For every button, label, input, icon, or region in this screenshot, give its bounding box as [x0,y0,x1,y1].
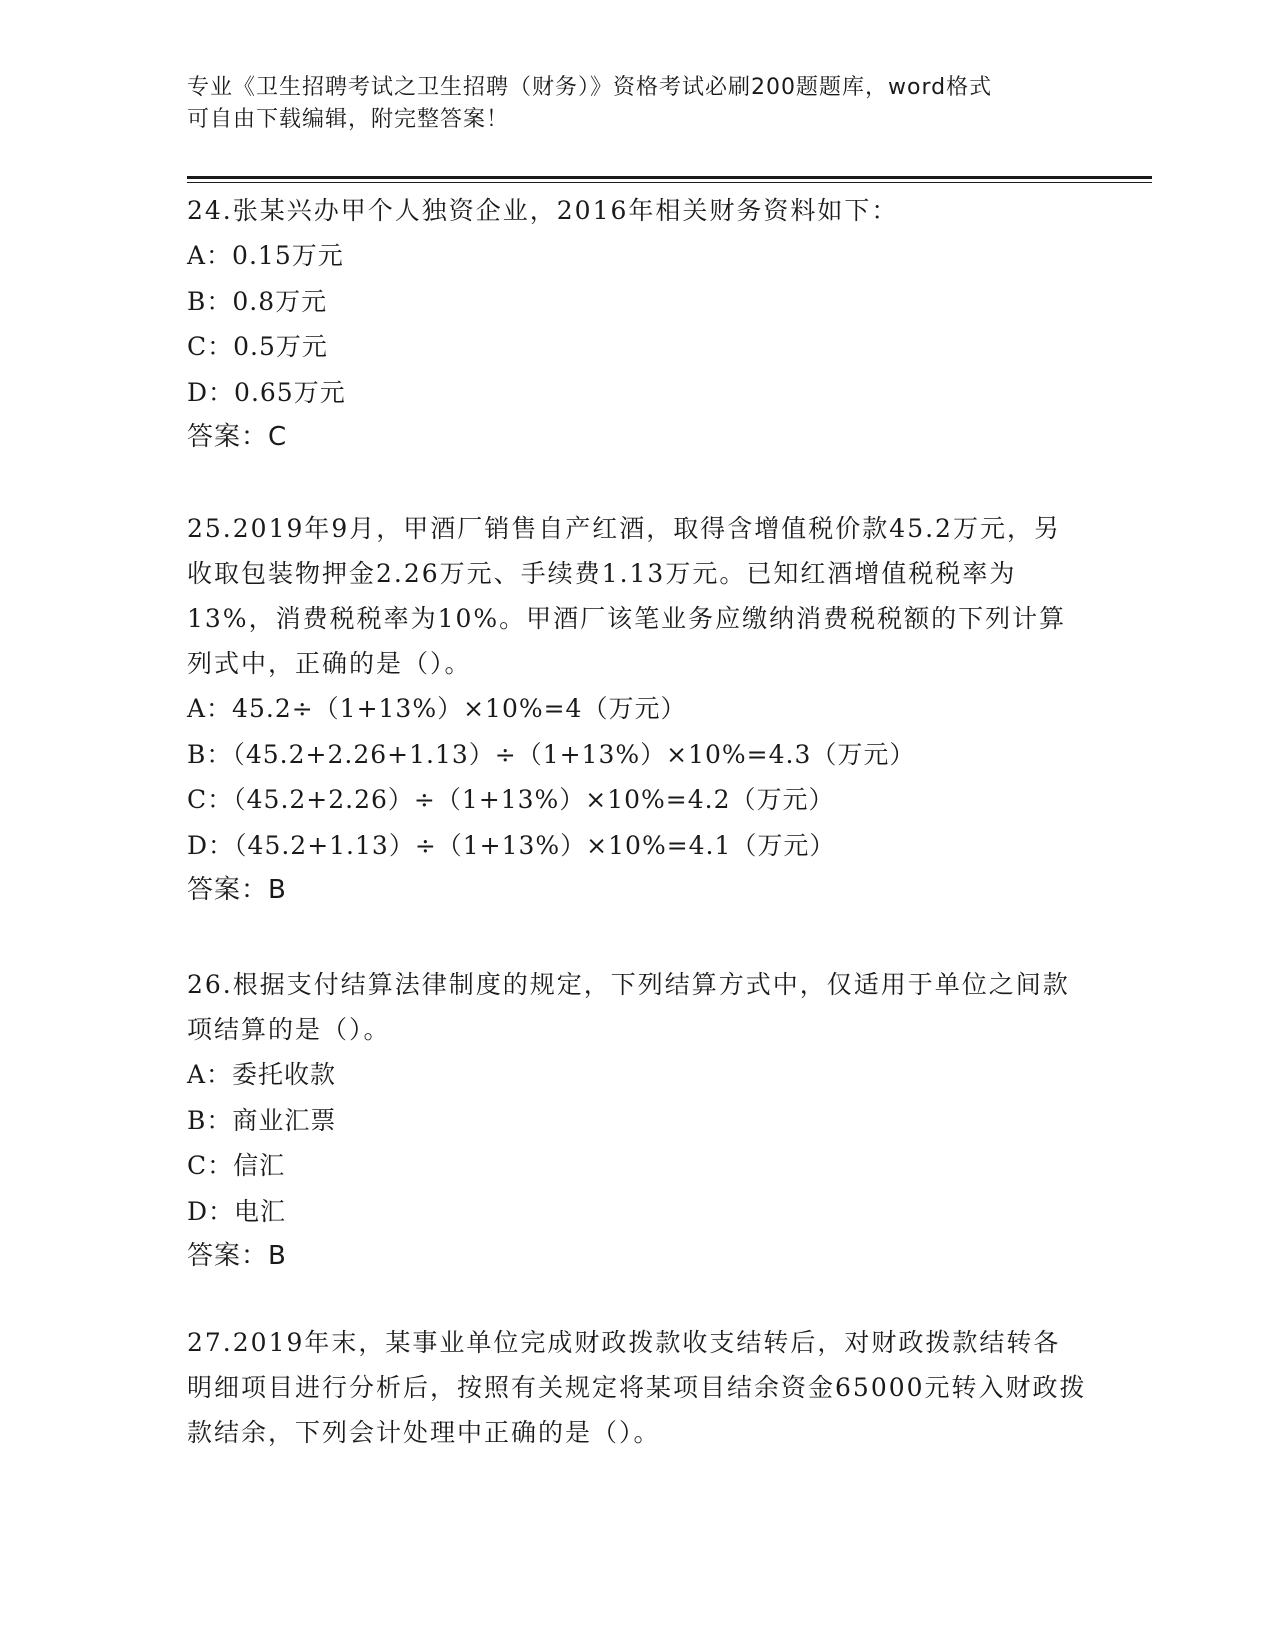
header-line-2: 可自由下载编辑，附完整答案！ [187,107,510,132]
option-b: B：商业汇票 [187,1105,337,1135]
answer: 答案：B [187,875,287,905]
question-stem: 24.张某兴办甲个人独资企业，2016年相关财务资料如下： [187,196,899,225]
option-b: B：0.8万元 [187,286,328,316]
option-a: A：45.2÷（1+13%）×10%=4（万元） [187,694,687,723]
question-24 [187,188,1087,460]
option-c: C：信汇 [187,1151,286,1180]
option-a: A：0.15万元 [187,241,344,270]
question-stem: 26.根据支付结算法律制度的规定，下列结算方式中，仅适用于单位之间款项结算的是（）。 [187,970,1070,1044]
question-stem: 27.2019年末，某事业单位完成财政拨款收支结转后，对财政拨款结转各明细项目进行分析后，按照有关规定将某项目结余资金65000元转入财政拨款结余，下列会计处理中正确的是（）。 [187,1328,1087,1447]
header-divider-thin [187,182,1152,183]
question-27 [187,1320,1087,1455]
document-header [187,72,1087,136]
option-c: C：0.5万元 [187,332,328,361]
header-line-1: 专业《卫生招聘考试之卫生招聘（财务）》资格考试必刷200题题库，word格式 [187,75,993,100]
question-26 [187,962,1087,1279]
option-d: D：电汇 [187,1196,287,1226]
option-c: C：（45.2+2.26）÷（1+13%）×10%=4.2（万元） [187,785,835,814]
option-b: B：（45.2+2.26+1.13）÷（1+13%）×10%=4.3（万元） [187,739,916,769]
option-d: D：（45.2+1.13）÷（1+13%）×10%=4.1（万元） [187,830,836,860]
header-divider-thick [187,176,1152,179]
option-a: A：委托收款 [187,1060,337,1089]
answer: 答案：B [187,1241,287,1271]
answer: 答案：C [187,422,288,452]
question-stem: 25.2019年9月，甲酒厂销售自产红酒，取得含增值税价款45.2万元，另收取包装物押金2.26万元、手续费1.13万元。已知红酒增值税税率为13%，消费税税率为10%。甲酒厂该笔业务应缴纳消费税税额的下列计算列式中，正确的是（）。 [187,514,1067,678]
option-d: D：0.65万元 [187,377,346,407]
question-25 [187,506,1087,913]
